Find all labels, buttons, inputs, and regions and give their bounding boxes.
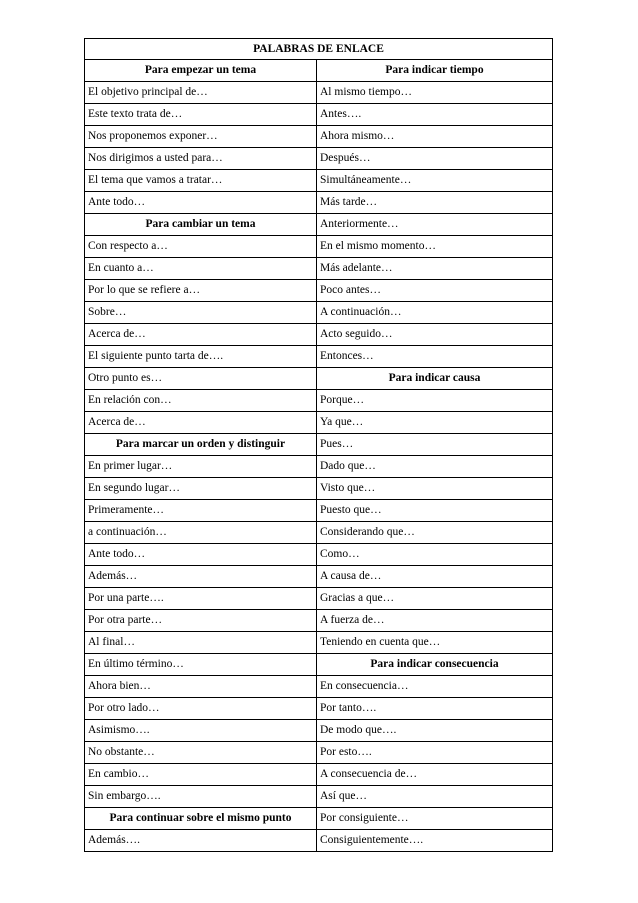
table-row [85,742,553,764]
linking-phrase: A causa de… [317,566,553,588]
table-row [85,698,553,720]
linking-phrase: Consiguientemente…. [317,830,553,852]
table-row [85,214,553,236]
section-heading: Para indicar consecuencia [317,654,553,676]
linking-phrase: Por tanto…. [317,698,553,720]
linking-phrase: Así que… [317,786,553,808]
linking-phrase: Ante todo… [85,544,317,566]
linking-phrase: Como… [317,544,553,566]
linking-phrase: Nos dirigimos a usted para… [85,148,317,170]
table-row [85,786,553,808]
linking-phrase: Acerca de… [85,412,317,434]
section-heading: Para marcar un orden y distinguir [85,434,317,456]
linking-phrase: Por esto…. [317,742,553,764]
table-title: PALABRAS DE ENLACE [85,39,553,60]
table-row [85,258,553,280]
linking-phrase: Visto que… [317,478,553,500]
table-row [85,412,553,434]
linking-phrase: En segundo lugar… [85,478,317,500]
linking-phrase: Poco antes… [317,280,553,302]
linking-phrase: El tema que vamos a tratar… [85,170,317,192]
linking-phrase: Sobre… [85,302,317,324]
linking-phrase: Por una parte…. [85,588,317,610]
table-row [85,830,553,852]
linking-phrase: A consecuencia de… [317,764,553,786]
linking-phrase: Ahora mismo… [317,126,553,148]
linking-phrase: De modo que…. [317,720,553,742]
linking-phrase: Sin embargo…. [85,786,317,808]
linking-phrase: Asimismo…. [85,720,317,742]
table-row [85,104,553,126]
table-row [85,324,553,346]
linking-phrase: Acerca de… [85,324,317,346]
linking-phrase: Al final… [85,632,317,654]
linking-phrase: Por otro lado… [85,698,317,720]
linking-phrase: Entonces… [317,346,553,368]
linking-phrase: Primeramente… [85,500,317,522]
linking-phrase: Más tarde… [317,192,553,214]
linking-phrase: A fuerza de… [317,610,553,632]
linking-phrase: Ante todo… [85,192,317,214]
table-row [85,368,553,390]
table-row [85,456,553,478]
linking-phrase: El objetivo principal de… [85,82,317,104]
table-row [85,126,553,148]
title-row [85,39,553,60]
linking-phrase: Con respecto a… [85,236,317,258]
linking-phrase: En cuanto a… [85,258,317,280]
linking-phrase: Dado que… [317,456,553,478]
linking-phrase: Teniendo en cuenta que… [317,632,553,654]
table-row [85,588,553,610]
table-row [85,808,553,830]
table-row [85,676,553,698]
table-row [85,148,553,170]
linking-phrase: No obstante… [85,742,317,764]
section-heading: Para cambiar un tema [85,214,317,236]
table-row [85,522,553,544]
linking-phrase: Por lo que se refiere a… [85,280,317,302]
linking-phrase: Por consiguiente… [317,808,553,830]
table-row [85,280,553,302]
linking-phrase: A continuación… [317,302,553,324]
table-row [85,500,553,522]
linking-phrase: En cambio… [85,764,317,786]
linking-phrase: Después… [317,148,553,170]
document-page [84,38,552,852]
linking-phrase: Además…. [85,830,317,852]
table-row [85,478,553,500]
linking-phrase: Anteriormente… [317,214,553,236]
linking-phrase: En relación con… [85,390,317,412]
table-row [85,720,553,742]
section-heading: Para indicar causa [317,368,553,390]
table-row [85,654,553,676]
linking-phrase: Más adelante… [317,258,553,280]
linking-phrase: Además… [85,566,317,588]
linking-phrase: El siguiente punto tarta de…. [85,346,317,368]
linking-phrase: En último término… [85,654,317,676]
table-body [85,60,553,852]
linking-phrase: Este texto trata de… [85,104,317,126]
linking-phrase: a continuación… [85,522,317,544]
table-row [85,632,553,654]
table-row [85,764,553,786]
table-row [85,236,553,258]
linking-phrase: En el mismo momento… [317,236,553,258]
linking-phrase: Al mismo tiempo… [317,82,553,104]
section-heading: Para continuar sobre el mismo punto [85,808,317,830]
linking-phrase: Pues… [317,434,553,456]
linking-phrase: En consecuencia… [317,676,553,698]
linking-phrase: Por otra parte… [85,610,317,632]
section-heading: Para indicar tiempo [317,60,553,82]
linking-words-table [84,38,553,852]
linking-phrase: Considerando que… [317,522,553,544]
linking-phrase: Antes…. [317,104,553,126]
linking-phrase: Gracias a que… [317,588,553,610]
table-row [85,170,553,192]
table-row [85,544,553,566]
table-row [85,566,553,588]
section-heading: Para empezar un tema [85,60,317,82]
table-row [85,610,553,632]
linking-phrase: Nos proponemos exponer… [85,126,317,148]
linking-phrase: Acto seguido… [317,324,553,346]
table-row [85,82,553,104]
linking-phrase: Porque… [317,390,553,412]
table-row [85,390,553,412]
table-row [85,192,553,214]
table-row [85,346,553,368]
linking-phrase: Ya que… [317,412,553,434]
linking-phrase: Otro punto es… [85,368,317,390]
linking-phrase: En primer lugar… [85,456,317,478]
table-row [85,434,553,456]
table-row [85,302,553,324]
linking-phrase: Ahora bien… [85,676,317,698]
linking-phrase: Puesto que… [317,500,553,522]
table-row [85,60,553,82]
linking-phrase: Simultáneamente… [317,170,553,192]
